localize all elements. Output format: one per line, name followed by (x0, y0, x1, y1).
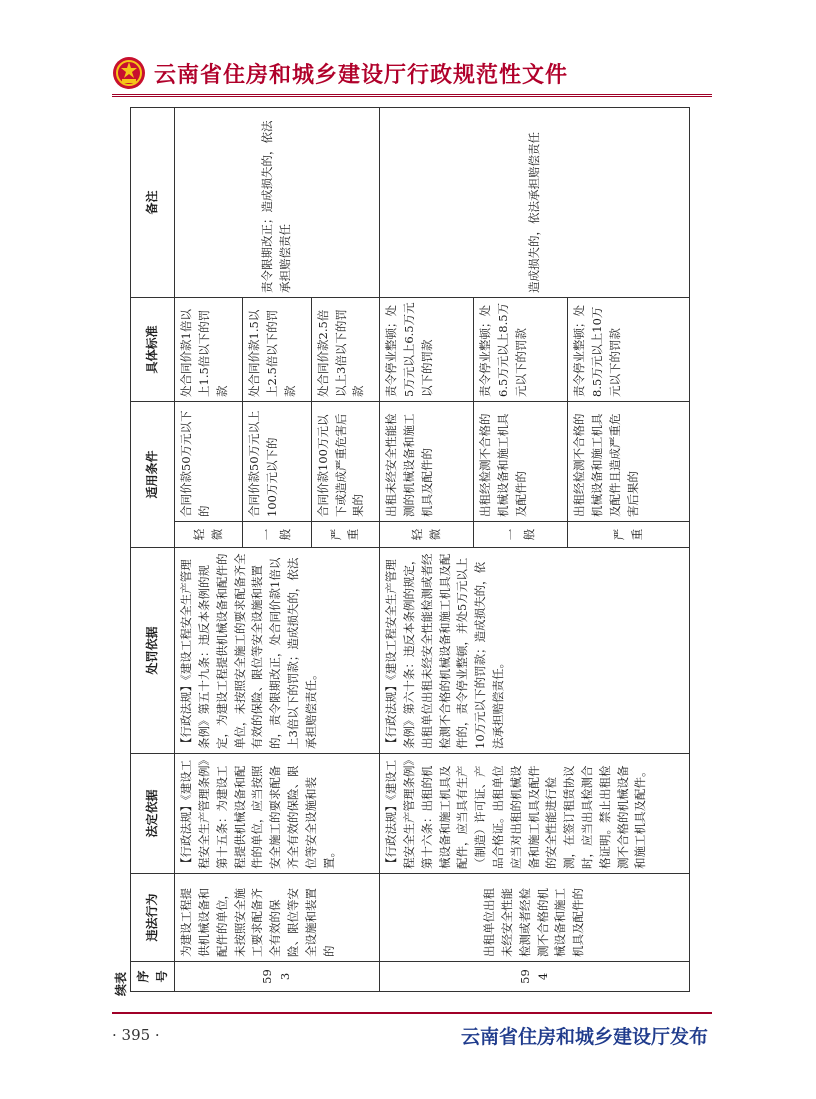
penalty-basis-cell: 【行政法规】《建设工程安全生产管理条例》第六十条：违反本条例的规定，出租单位出租未经安全性能检测或者经检测不合格的机械设备和施工机具及配件的，责令停业整顿，并处5万元以上10万元以下的罚款；造成损失的，依法承担赔偿责任。 (380, 548, 690, 754)
col-header-legal-basis: 法定依据 (131, 754, 175, 874)
standard-cell: 处合同价款1倍以上1.5倍以下的罚款 (175, 297, 243, 401)
remark-cell: 造成损失的，依法承担赔偿责任 (380, 107, 690, 297)
col-header-penalty-basis: 处罚依据 (131, 548, 175, 754)
page-header (112, 52, 712, 94)
rotated-table-area (112, 108, 692, 996)
violation-cell: 出租单位出租未经安全性能检测或者经检测不合格的机械设备和施工机具及配件的 (380, 874, 690, 962)
col-header-standard: 具体标准 (131, 297, 175, 401)
level-cell: 轻微 (380, 522, 474, 548)
standard-cell: 责令停业整顿；处8.5万元以上10万元以下的罚款 (568, 297, 690, 401)
col-header-violation: 违法行为 (131, 874, 175, 962)
national-emblem-icon (112, 56, 146, 90)
header-rule (112, 94, 712, 97)
page-number: · 395 · (112, 1026, 160, 1044)
legal-basis-cell: 【行政法规】《建设工程安全生产管理条例》第十六条：出租的机械设备和施工机具及配件，应当具有生产（制造）许可证、产品合格证。出租单位应当对出租的机械设备和施工机具及配件的安全性能进行检测，在签订租赁协议时，应当出具检测合格证明。禁止出租检测不合格的机械设备和施工机具及配件。 (380, 754, 690, 874)
level-cell: 一般 (243, 522, 311, 548)
violation-cell: 为建设工程提供机械设备和配件的单位，未按照安全施工要求配备齐全有效的保险、限位等安全设施和装置的 (175, 874, 380, 962)
col-header-condition: 适用条件 (131, 401, 175, 547)
level-cell: 一般 (474, 522, 568, 548)
condition-cell: 出租经检测不合格的机械设备和施工机具及配件且造成严重危害后果的 (568, 401, 690, 521)
condition-cell: 合同价款50万元以下的 (175, 401, 243, 521)
level-cell: 严重 (311, 522, 379, 548)
footer-rule (112, 1012, 712, 1014)
row-number: 593 (175, 962, 380, 992)
condition-cell: 出租未经安全性能检测的机械设备和施工机具及配件的 (380, 401, 474, 521)
condition-cell: 合同价款50万元以上100万元以下的 (243, 401, 311, 521)
legal-basis-cell: 【行政法规】《建设工程安全生产管理条例》第十五条：为建设工程提供机械设备和配件的单位，应当按照安全施工的要求配备齐全有效的保险、限位等安全设施和装置。 (175, 754, 380, 874)
table-row (380, 107, 474, 991)
standard-cell: 责令停业整顿；处6.5万元以上8.5万元以下的罚款 (474, 297, 568, 401)
standard-cell: 处合同价款1.5以上2.5倍以下的罚款 (243, 297, 311, 401)
col-header-no: 序号 (131, 962, 175, 992)
condition-cell: 合同价款100万元以下或造成严重危害后果的 (311, 401, 379, 521)
level-cell: 严重 (568, 522, 690, 548)
row-number: 594 (380, 962, 690, 992)
document-series-title: 云南省住房和城乡建设厅行政规范性文件 (154, 63, 569, 88)
condition-cell: 出租经检测不合格的机械设备和施工机具及配件的 (474, 401, 568, 521)
table-row (175, 107, 243, 991)
penalty-basis-cell: 【行政法规】《建设工程安全生产管理条例》第五十九条：违反本条例的规定，为建设工程提供机械设备和配件的单位，未按照安全施工的要求配备齐全有效的保险、限位等安全设施和装置的，责令限期改正，处合同价款1倍以上3倍以下的罚款；造成损失的，依法承担赔偿责任。 (175, 548, 380, 754)
remark-cell: 责令限期改正；造成损失的，依法承担赔偿责任 (175, 107, 380, 297)
standard-cell: 处合同价款2.5倍以上3倍以下的罚款 (311, 297, 379, 401)
penalty-table (130, 107, 690, 992)
level-cell: 轻微 (175, 522, 243, 548)
standard-cell: 责令停业整顿；处5万元以上6.5万元以下的罚款 (380, 297, 474, 401)
continued-label: 续表 (114, 971, 128, 996)
col-header-remark: 备注 (131, 107, 175, 297)
publisher-label: 云南省住房和城乡建设厅发布 (460, 1026, 708, 1048)
table-header-row (131, 107, 175, 991)
